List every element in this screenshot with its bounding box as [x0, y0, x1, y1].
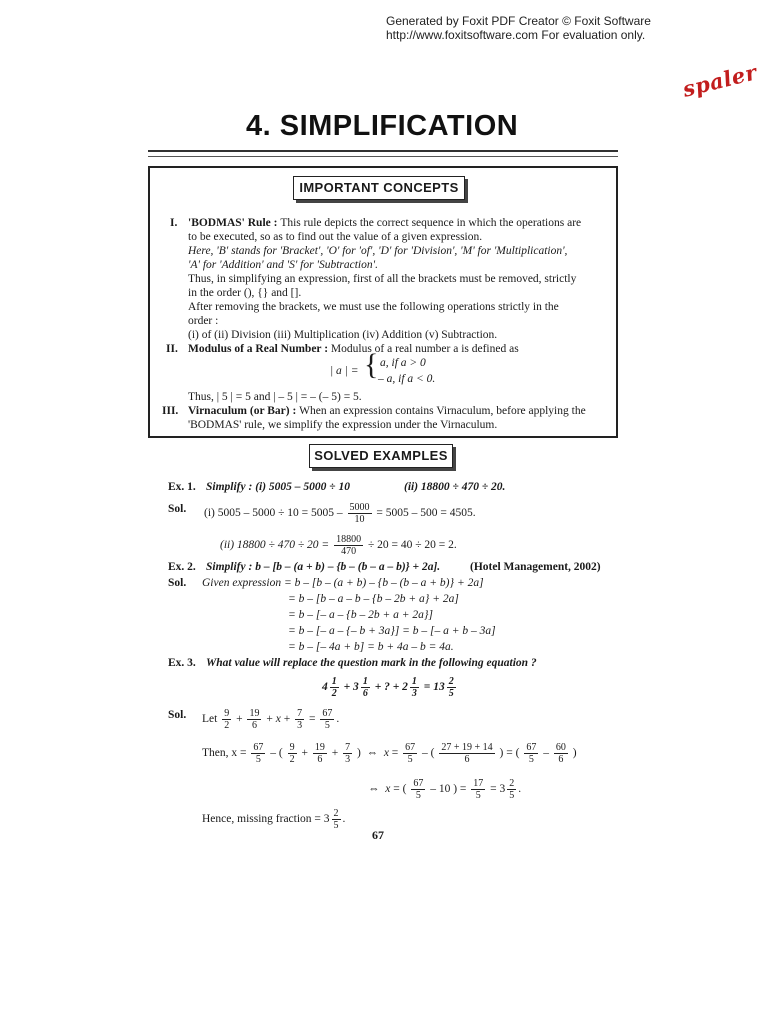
- ex1-sol-2-b: ÷ 20 = 40 ÷ 20 = 2.: [367, 539, 457, 552]
- ex1-label: Ex. 1.: [168, 481, 196, 493]
- concept-2-title: Modulus of a Real Number :: [188, 343, 331, 355]
- ex1-sol-1-den: 10: [354, 514, 365, 525]
- ex1-question-2: (ii) 18800 ÷ 470 ÷ 20.: [404, 481, 506, 493]
- ex1-sol-2-frac: [334, 534, 363, 557]
- ex1-sol-1-num: 5000: [349, 502, 370, 513]
- ex2-sol-label: Sol.: [168, 577, 187, 589]
- stamp-logo: spaler: [680, 59, 760, 102]
- ex1-sol-1-frac: [348, 502, 372, 525]
- ex3-sol-label: Sol.: [168, 709, 187, 721]
- ex3-equation: 4 $\frac{1}{2}$ + 3 $\frac{1}{6}$ + ? + 2 $\frac{1}{3}$ = 13 $\frac{2}{5}$: [322, 676, 454, 699]
- concept-1-line-8: order :: [188, 315, 219, 327]
- modulus-lhs: | a | =: [330, 365, 359, 377]
- ex1-sol-2-a: (ii) 18800 ÷ 470 ÷ 20 =: [220, 539, 330, 552]
- ex2-sol-line-2: = b – [b – a – b – {b – 2b + a} + 2a]: [288, 593, 459, 605]
- concept-num-1: I.: [170, 217, 178, 229]
- ex3-sol-result: ⇔ x = ( $\frac{67}{5}$ – 10 ) = $\frac{17}{5}$ = 3 $\frac{2}{5}$ .: [368, 778, 522, 801]
- ex2-question: Simplify : b – [b – (a + b) – {b – (b – a – b)} + 2a].: [206, 561, 441, 573]
- modulus-brace: {: [364, 348, 379, 381]
- concept-3-line-1: [188, 404, 586, 418]
- concept-3-text: When an expression contains Virnaculum, before applying the: [299, 405, 586, 417]
- ex1-sol-2: [220, 534, 457, 557]
- ex3-label: Ex. 3.: [168, 657, 196, 669]
- ex3-hence-num: 2: [333, 808, 339, 819]
- ex1-sol-1-b: = 5005 – 500 = 4505.: [376, 507, 476, 520]
- ex2-sol-line-4: = b – [– a – {– b + 3a}] = b – [– a + b – 3a]: [288, 625, 496, 637]
- concept-3-title: Virnaculum (or Bar) :: [188, 405, 300, 417]
- watermark-line-1: Generated by Foxit PDF Creator © Foxit Software: [386, 14, 651, 28]
- concept-1-line-9: (i) of (ii) Division (iii) Multiplication (iv) Addition (v) Subtraction.: [188, 329, 498, 341]
- ex3-question: What value will replace the question mark in the following equation ?: [206, 657, 537, 669]
- concept-2-line-1: [188, 342, 519, 356]
- concept-3-line-2: 'BODMAS' rule, we simplify the expression under the Virnaculum.: [188, 419, 498, 431]
- ex2-sol-line-5: = b – [– 4a + b] = b + 4a – b = 4a.: [288, 641, 454, 653]
- concept-1-line-5: Thus, in simplifying an expression, first of all the brackets must be removed, strictly: [188, 273, 577, 285]
- concept-1-line-6: in the order (), {} and [].: [188, 287, 302, 299]
- ex3-sol-let: Let $\frac{9}{2}$ + $\frac{19}{6}$ + x + $\frac{7}{3}$ = $\frac{67}{5}$ .: [202, 708, 340, 731]
- ex3-sol-then: Then, x = $\frac{67}{5}$ – ( $\frac{9}{2}$ + $\frac{19}{6}$ + $\frac{7}{3}$ ) ⇔ x = $\frac{67}{5}$ – ( $\frac{27 + 19 + 14}{6}$ ) = ( $\frac{67}{5}$ – $\frac{60}{6}$ ): [202, 742, 577, 765]
- concept-1-line-1: [188, 216, 581, 230]
- concept-num-2: II.: [166, 343, 178, 355]
- concept-1-line-2: to be executed, so as to find out the value of a given expression.: [188, 231, 483, 243]
- title-rule-bottom: [148, 156, 618, 157]
- ex1-sol-1: [204, 502, 476, 525]
- ex3-hence-text: Hence, missing fraction = 3: [202, 813, 330, 826]
- ex1-sol-1-a: (i) 5005 – 5000 ÷ 10 = 5005 –: [204, 507, 343, 520]
- ex2-reference: (Hotel Management, 2002): [470, 561, 601, 573]
- title-rule-top: [148, 150, 618, 152]
- concept-2-text: Modulus of a real number a is defined as: [330, 343, 519, 355]
- concept-1-line-3: Here, 'B' stands for 'Bracket', 'O' for 'of', 'D' for 'Division', 'M' for 'Multiplication',: [188, 245, 568, 257]
- concept-1-title: 'BODMAS' Rule :: [188, 217, 281, 229]
- ex3-conclusion: Hence, missing fraction = 3 $\frac{2}{5}$ .: [202, 808, 346, 831]
- ex3-then-word: Then, x =: [202, 747, 247, 760]
- page-number: 67: [372, 828, 384, 842]
- ex1-sol-2-den: 470: [341, 546, 357, 557]
- watermark-line-2: http://www.foxitsoftware.com For evaluation only.: [386, 28, 646, 42]
- concept-2-example: Thus, | 5 | = 5 and | – 5 | = – (– 5) = 5.: [188, 391, 362, 403]
- concept-num-3: III.: [162, 405, 179, 417]
- ex1-question: Simplify : (i) 5005 – 5000 ÷ 10: [206, 481, 350, 493]
- ex2-sol-line-1: Given expression = b – [b – (a + b) – {b – (b – a + b)} + 2a]: [202, 577, 484, 589]
- ex1-sol-2-num: 18800: [336, 534, 362, 545]
- ex3-let-word: Let: [202, 713, 218, 726]
- ex2-sol-line-3: = b – [– a – {b – 2b + a + 2a}]: [288, 609, 433, 621]
- ex3-hence-den: 5: [333, 820, 339, 831]
- solved-heading: SOLVED EXAMPLES: [309, 444, 453, 468]
- ex1-sol-label: Sol.: [168, 503, 187, 515]
- chapter-title: 4. SIMPLIFICATION: [246, 110, 519, 142]
- concept-1-line-4: 'A' for 'Addition' and 'S' for 'Subtraction'.: [188, 259, 378, 271]
- concept-1-text: This rule depicts the correct sequence in which the operations are: [280, 217, 582, 229]
- modulus-case-1: a, if a > 0: [380, 357, 426, 369]
- concept-1-line-7: After removing the brackets, we must use the following operations strictly in the: [188, 301, 559, 313]
- concepts-heading: IMPORTANT CONCEPTS: [293, 176, 465, 200]
- modulus-case-2: – a, if a < 0.: [378, 373, 436, 385]
- ex2-label: Ex. 2.: [168, 561, 196, 573]
